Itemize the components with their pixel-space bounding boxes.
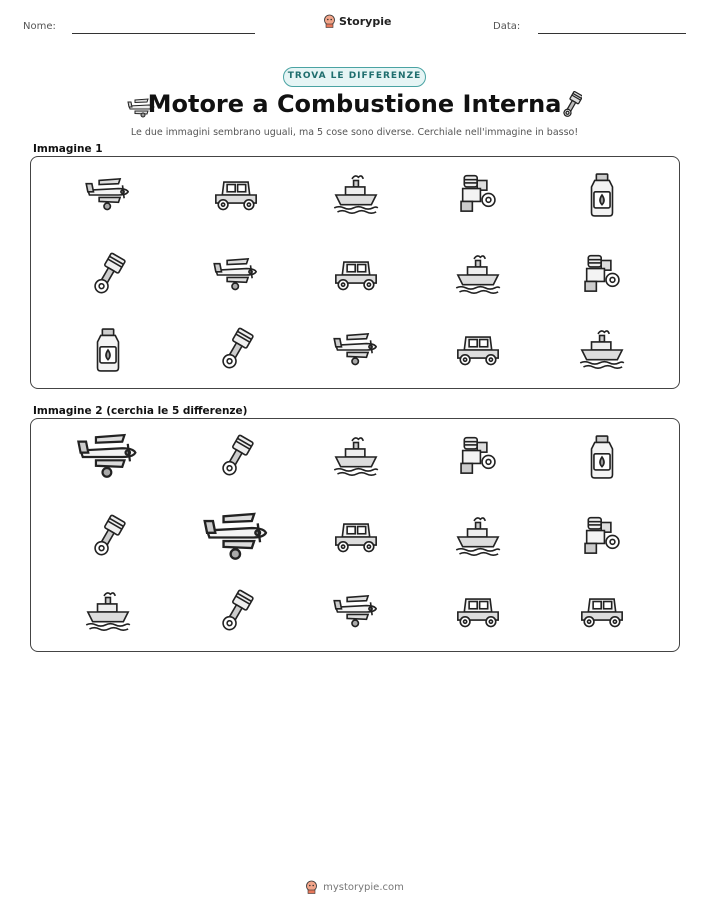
- bottle-icon: [577, 172, 627, 218]
- car-icon: [331, 252, 381, 298]
- image2-panel[interactable]: [30, 418, 680, 652]
- airplane-icon: [331, 327, 381, 373]
- piston-icon[interactable]: [211, 589, 261, 635]
- bottle-icon: [83, 327, 133, 373]
- car-icon: [453, 327, 503, 373]
- engine-icon: [577, 252, 627, 298]
- boat-icon[interactable]: [331, 434, 381, 480]
- image2-label: Immagine 2 (cerchia le 5 differenze): [33, 405, 248, 417]
- date-label: Data:: [493, 21, 521, 32]
- page-title: Motore a Combustione Interna: [147, 90, 562, 118]
- boat-icon: [331, 172, 381, 218]
- boat-icon: [577, 327, 627, 373]
- boat-icon[interactable]: [453, 514, 503, 560]
- footer-url[interactable]: mystorypie.com: [323, 881, 404, 893]
- storypie-mascot-icon: [323, 14, 336, 28]
- airplane-icon: [211, 252, 261, 298]
- piston-icon[interactable]: [83, 514, 133, 560]
- image1-panel: [30, 156, 680, 389]
- boat-icon[interactable]: [83, 589, 133, 635]
- airplane-icon: [83, 172, 133, 218]
- engine-icon[interactable]: [577, 514, 627, 560]
- instructions-text: Le due immagini sembrano uguali, ma 5 cose sono diverse. Cerchiale nell'immagine in basso!: [130, 127, 579, 138]
- name-line[interactable]: [72, 33, 255, 34]
- date-line[interactable]: [538, 33, 686, 34]
- airplane-icon[interactable]: [200, 504, 273, 571]
- brand-logo: [323, 14, 391, 28]
- name-label: Nome:: [23, 21, 56, 32]
- storypie-mascot-icon: [305, 880, 318, 894]
- image1-label: Immagine 1: [33, 143, 103, 155]
- airplane-icon[interactable]: [74, 426, 142, 488]
- title-piston-icon: [562, 91, 582, 119]
- piston-icon: [211, 327, 261, 373]
- brand-name: Storypie: [339, 14, 392, 28]
- boat-icon: [453, 252, 503, 298]
- bottle-icon[interactable]: [577, 434, 627, 480]
- piston-icon: [83, 252, 133, 298]
- car-icon[interactable]: [331, 514, 381, 560]
- car-icon[interactable]: [577, 589, 627, 635]
- piston-icon[interactable]: [211, 434, 261, 480]
- airplane-icon[interactable]: [331, 589, 381, 635]
- engine-icon[interactable]: [453, 434, 503, 480]
- engine-icon: [453, 172, 503, 218]
- car-icon: [211, 172, 261, 218]
- activity-badge: TROVA LE DIFFERENZE: [283, 67, 426, 87]
- car-icon[interactable]: [453, 589, 503, 635]
- footer: [0, 880, 709, 894]
